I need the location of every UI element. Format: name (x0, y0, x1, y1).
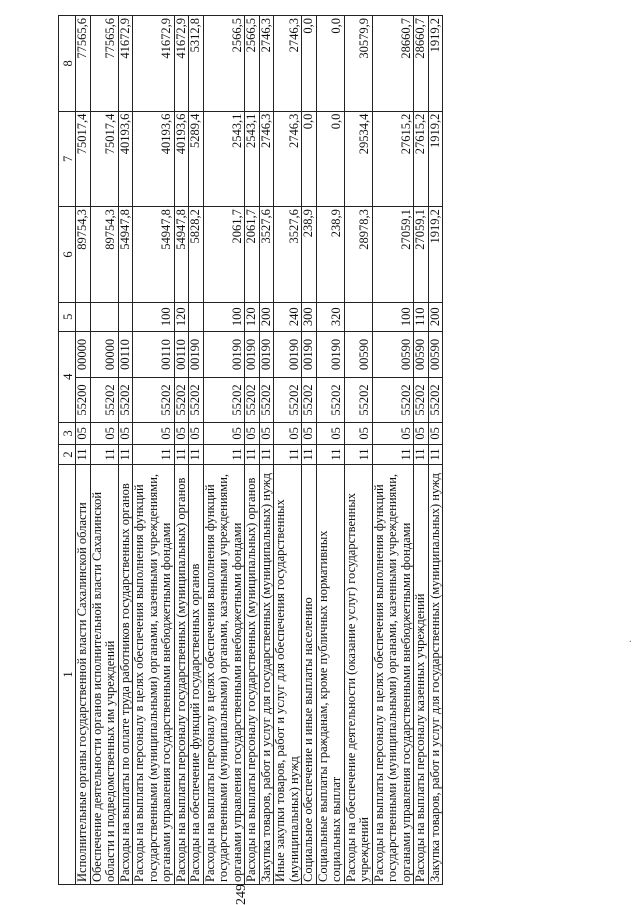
table-row (189, 16, 204, 885)
target-article-code-1: 55202 (259, 378, 274, 422)
amount-col-7: 40193,6 (118, 111, 133, 207)
grbs-code: 11 (203, 444, 245, 464)
target-article-code-2: 00000 (90, 331, 118, 378)
target-article-code-2: 00110 (133, 331, 175, 378)
budget-table (58, 15, 443, 885)
header-cell: 8 (59, 16, 76, 112)
expense-type-code: 320 (316, 302, 344, 331)
target-article-code-2: 00000 (76, 331, 91, 378)
expense-type-code (344, 302, 372, 331)
section-code: 05 (133, 422, 175, 444)
row-name: Расходы на выплаты персоналу государственных (муниципальных) органов (245, 464, 260, 884)
row-name: Социальное обеспечение и иные выплаты населению (302, 464, 317, 884)
expense-type-code: 100 (203, 302, 245, 331)
expense-type-code: 240 (274, 302, 302, 331)
grbs-code: 11 (76, 444, 91, 464)
header-cell: 1 (59, 464, 76, 884)
amount-col-7: 2543,1 (245, 111, 260, 207)
table-row (372, 16, 414, 885)
header-cell: 4 (59, 331, 76, 422)
table-row (174, 16, 189, 885)
target-article-code-1: 55202 (372, 378, 414, 422)
target-article-code-1: 55202 (274, 378, 302, 422)
amount-col-8: 5312,8 (189, 16, 204, 112)
section-code: 05 (316, 422, 344, 444)
amount-col-8: 41672,9 (174, 16, 189, 112)
amount-col-6: 54947,8 (174, 207, 189, 303)
header-cell: 6 (59, 207, 76, 303)
amount-col-8: 77565,6 (76, 16, 91, 112)
amount-col-7: 27615,2 (372, 111, 414, 207)
table-row (133, 16, 175, 885)
grbs-code: 11 (174, 444, 189, 464)
row-name: Расходы на выплаты персоналу государственных (муниципальных) органов (174, 464, 189, 884)
amount-col-7: 40193,6 (133, 111, 175, 207)
row-name: Социальные выплаты гражданам, кроме публичных нормативных социальных выплат (316, 464, 344, 884)
grbs-code: 11 (189, 444, 204, 464)
amount-col-6: 27059,1 (414, 207, 429, 303)
target-article-code-1: 55202 (344, 378, 372, 422)
table-row (90, 16, 118, 885)
grbs-code: 11 (302, 444, 317, 464)
expense-type-code: 110 (414, 302, 429, 331)
amount-col-7: 29534,4 (344, 111, 372, 207)
target-article-code-2: 00110 (174, 331, 189, 378)
row-name: Закупка товаров, работ и услуг для государственных (муниципальных) нужд (428, 464, 443, 884)
expense-type-code (90, 302, 118, 331)
amount-col-7: 5289,4 (189, 111, 204, 207)
header-cell: 2 (59, 444, 76, 464)
amount-col-6: 238,9 (316, 207, 344, 303)
target-article-code-1: 55202 (316, 378, 344, 422)
target-article-code-1: 55202 (245, 378, 260, 422)
amount-col-7: 75017,4 (90, 111, 118, 207)
section-code: 05 (259, 422, 274, 444)
grbs-code: 11 (372, 444, 414, 464)
section-code: 05 (414, 422, 429, 444)
table-row (274, 16, 302, 885)
expense-type-code: 100 (133, 302, 175, 331)
amount-col-8: 28660,7 (414, 16, 429, 112)
section-code: 05 (274, 422, 302, 444)
table-row (76, 16, 91, 885)
target-article-code-2: 00190 (274, 331, 302, 378)
amount-col-8: 30579,9 (344, 16, 372, 112)
target-article-code-2: 00590 (428, 331, 443, 378)
amount-col-8: 41672,9 (118, 16, 133, 112)
amount-col-8: 2746,3 (274, 16, 302, 112)
target-article-code-1: 55202 (133, 378, 175, 422)
expense-type-code: 200 (428, 302, 443, 331)
expense-type-code (118, 302, 133, 331)
section-code: 05 (245, 422, 260, 444)
row-name: Расходы на выплаты персоналу в целях обеспечения выполнения функций государственными (муниципальными) органами, казенными учреждениями, органами управления государственными внебюджетными фондами (372, 464, 414, 884)
page-number: 249 (234, 884, 249, 905)
section-code: 05 (118, 422, 133, 444)
amount-col-6: 28978,3 (344, 207, 372, 303)
expense-type-code: 120 (174, 302, 189, 331)
target-article-code-2: 00190 (316, 331, 344, 378)
scan-speck: · (626, 639, 637, 643)
grbs-code: 11 (118, 444, 133, 464)
target-article-code-1: 55202 (414, 378, 429, 422)
section-code: 05 (344, 422, 372, 444)
row-name: Расходы на выплаты персоналу в целях обеспечения выполнения функций государственными (муниципальными) органами, казенными учреждениями, органами управления государственными внебюджетными фондами (133, 464, 175, 884)
header-row (59, 16, 76, 885)
row-name: Закупка товаров, работ и услуг для государственных (муниципальных) нужд (259, 464, 274, 884)
target-article-code-2: 00110 (118, 331, 133, 378)
section-code: 05 (189, 422, 204, 444)
table-row (259, 16, 274, 885)
row-name: Обеспечение деятельности органов исполнительной власти Сахалинской области и подведомственных им учреждений (90, 464, 118, 884)
section-code: 05 (174, 422, 189, 444)
amount-col-6: 89754,3 (90, 207, 118, 303)
table-row (245, 16, 260, 885)
amount-col-7: 2543,1 (203, 111, 245, 207)
amount-col-8: 2566,5 (203, 16, 245, 112)
header-cell: 3 (59, 422, 76, 444)
grbs-code: 11 (259, 444, 274, 464)
row-name: Расходы на выплаты персоналу в целях обеспечения выполнения функций государственными (муниципальными) органами, казенными учреждениями, органами управления государственными внебюджетными фондами (203, 464, 245, 884)
target-article-code-2: 00590 (414, 331, 429, 378)
expense-type-code: 100 (372, 302, 414, 331)
table-row (203, 16, 245, 885)
table-row (302, 16, 317, 885)
amount-col-8: 41672,9 (133, 16, 175, 112)
amount-col-6: 1919,2 (428, 207, 443, 303)
table-row (414, 16, 429, 885)
expense-type-code (189, 302, 204, 331)
target-article-code-1: 55202 (189, 378, 204, 422)
section-code: 05 (203, 422, 245, 444)
row-name: Расходы на обеспечение функций государственных органов (189, 464, 204, 884)
grbs-code: 11 (133, 444, 175, 464)
amount-col-8: 77565,6 (90, 16, 118, 112)
grbs-code: 11 (428, 444, 443, 464)
amount-col-7: 2746,3 (259, 111, 274, 207)
target-article-code-1: 55202 (203, 378, 245, 422)
grbs-code: 11 (274, 444, 302, 464)
amount-col-8: 0,0 (316, 16, 344, 112)
header-cell: 7 (59, 111, 76, 207)
grbs-code: 11 (90, 444, 118, 464)
amount-col-8: 1919,2 (428, 16, 443, 112)
amount-col-7: 75017,4 (76, 111, 91, 207)
row-name: Расходы на выплаты по оплате труда работников государственных органов (118, 464, 133, 884)
target-article-code-2: 00190 (245, 331, 260, 378)
amount-col-7: 2746,3 (274, 111, 302, 207)
expense-type-code: 200 (259, 302, 274, 331)
amount-col-6: 89754,3 (76, 207, 91, 303)
section-code: 05 (428, 422, 443, 444)
amount-col-7: 0,0 (302, 111, 317, 207)
row-name: Иные закупки товаров, работ и услуг для обеспечения государственных (муниципальных) нужд (274, 464, 302, 884)
section-code: 05 (76, 422, 91, 444)
target-article-code-1: 55202 (302, 378, 317, 422)
target-article-code-1: 55202 (428, 378, 443, 422)
amount-col-6: 238,9 (302, 207, 317, 303)
row-name: Расходы на обеспечение деятельности (оказание услуг) государственных учреждений (344, 464, 372, 884)
table-row (316, 16, 344, 885)
amount-col-6: 5828,2 (189, 207, 204, 303)
header-cell: 5 (59, 302, 76, 331)
amount-col-6: 54947,8 (118, 207, 133, 303)
amount-col-8: 2566,5 (245, 16, 260, 112)
amount-col-8: 2746,3 (259, 16, 274, 112)
target-article-code-2: 00190 (302, 331, 317, 378)
grbs-code: 11 (316, 444, 344, 464)
amount-col-7: 0,0 (316, 111, 344, 207)
row-name: Исполнительные органы государственной власти Сахалинской области (76, 464, 91, 884)
amount-col-8: 0,0 (302, 16, 317, 112)
amount-col-8: 28660,7 (372, 16, 414, 112)
table-row (428, 16, 443, 885)
grbs-code: 11 (414, 444, 429, 464)
amount-col-6: 3527,6 (274, 207, 302, 303)
amount-col-7: 1919,2 (428, 111, 443, 207)
table-row (344, 16, 372, 885)
amount-col-6: 2061,7 (203, 207, 245, 303)
amount-col-6: 2061,7 (245, 207, 260, 303)
amount-col-6: 27059,1 (372, 207, 414, 303)
target-article-code-2: 00190 (189, 331, 204, 378)
target-article-code-2: 00590 (344, 331, 372, 378)
target-article-code-2: 00190 (259, 331, 274, 378)
section-code: 05 (302, 422, 317, 444)
target-article-code-2: 00590 (372, 331, 414, 378)
amount-col-6: 3527,6 (259, 207, 274, 303)
section-code: 05 (372, 422, 414, 444)
target-article-code-1: 55202 (90, 378, 118, 422)
expense-type-code: 300 (302, 302, 317, 331)
target-article-code-1: 55200 (76, 378, 91, 422)
table-row (118, 16, 133, 885)
target-article-code-2: 00190 (203, 331, 245, 378)
amount-col-7: 40193,6 (174, 111, 189, 207)
expense-type-code: 120 (245, 302, 260, 331)
target-article-code-1: 55202 (174, 378, 189, 422)
section-code: 05 (90, 422, 118, 444)
amount-col-6: 54947,8 (133, 207, 175, 303)
row-name: Расходы на выплаты персоналу казенных учреждений (414, 464, 429, 884)
expense-type-code (76, 302, 91, 331)
grbs-code: 11 (344, 444, 372, 464)
amount-col-7: 27615,2 (414, 111, 429, 207)
target-article-code-1: 55202 (118, 378, 133, 422)
grbs-code: 11 (245, 444, 260, 464)
